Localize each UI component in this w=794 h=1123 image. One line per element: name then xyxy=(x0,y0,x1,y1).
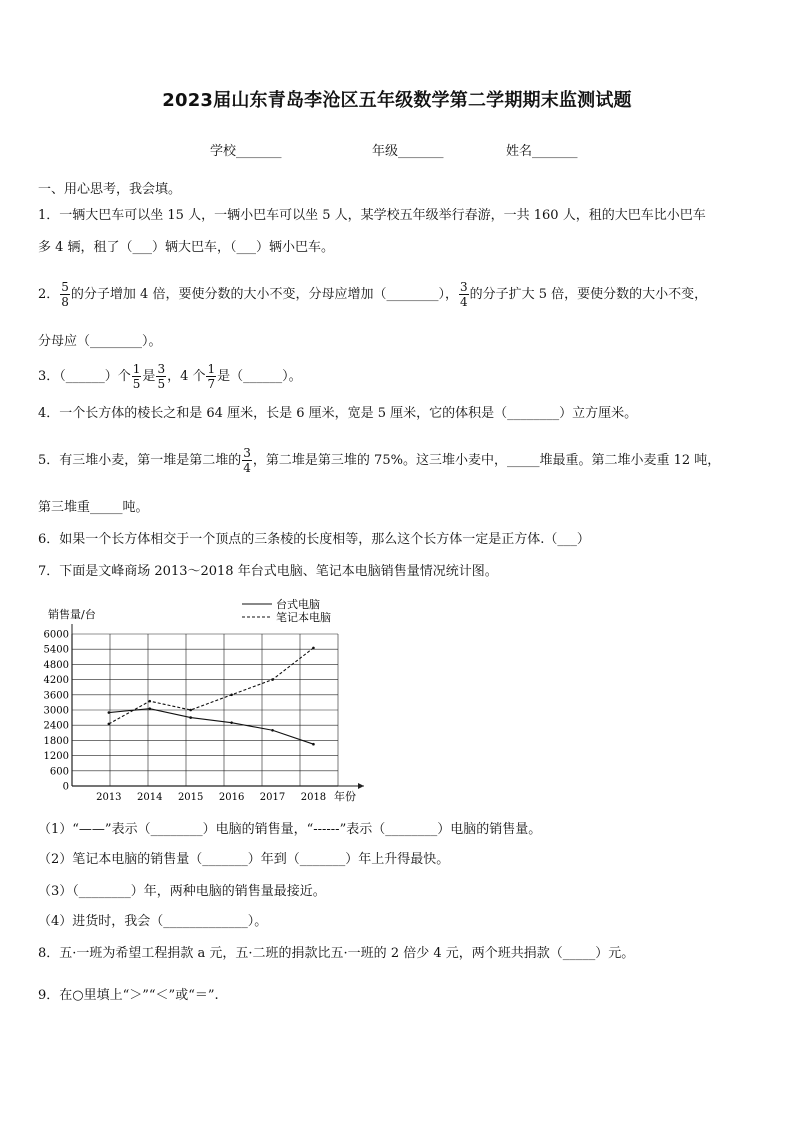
y-tick-label: 5400 xyxy=(43,644,69,656)
q3-fraction-3 xyxy=(206,362,216,391)
q2-fraction-1 xyxy=(60,280,70,309)
x-tick-label: 2013 xyxy=(96,792,122,803)
y-tick-label: 2400 xyxy=(43,720,69,732)
q3-fraction-2 xyxy=(156,362,166,391)
question-3 xyxy=(38,360,756,394)
school-field[interactable]: 学校_______ xyxy=(210,144,282,159)
q2-f2-numerator: 3 xyxy=(459,280,468,294)
question-6: 6．如果一个长方体相交于一个顶点的三条棱的长度相等，那么这个长方体一定是正方体.（___） xyxy=(38,532,590,547)
q3-f1-denominator: 5 xyxy=(132,377,141,391)
y-tick-label: 3600 xyxy=(43,690,69,702)
question-2-line-2: 分母应（________）。 xyxy=(38,334,162,349)
y-tick-label: 6000 xyxy=(43,629,69,641)
y-axis-label: 销售量/台 xyxy=(48,608,96,621)
page-title: 2023届山东青岛李沧区五年级数学第二学期期末监测试题 xyxy=(162,90,632,111)
question-7-sub-2: （2）笔记本电脑的销售量（_______）年到（_______）年上升得最快。 xyxy=(38,852,450,867)
student-info-fields xyxy=(0,140,794,160)
q3-f2-denominator: 5 xyxy=(157,377,166,391)
data-point xyxy=(230,721,233,724)
q3-prefix: 3．（______）个 xyxy=(38,369,131,384)
q2-fraction-2 xyxy=(459,280,469,309)
question-1-line-1: 1．一辆大巴车可以坐 15 人，一辆小巴车可以坐 5 人，某学校五年级举行春游，一共 160 人，租的大巴车比小巴车 xyxy=(38,208,706,223)
y-tick-label: 3000 xyxy=(43,705,69,717)
x-tick-label: 2018 xyxy=(300,792,327,803)
q3-fraction-1 xyxy=(132,362,142,391)
q3-f3-numerator: 1 xyxy=(207,362,216,376)
question-1-line-2: 多 4 辆，租了（___）辆大巴车，（___）辆小巴车。 xyxy=(38,240,335,255)
question-8: 8．五·一班为希望工程捐款 a 元，五·二班的捐款比五·一班的 2 倍少 4 元，两个班共捐款（_____）元。 xyxy=(38,946,635,961)
q3-f2-numerator: 3 xyxy=(157,362,166,376)
q3-f3-denominator: 7 xyxy=(207,377,216,391)
x-tick-labels xyxy=(96,792,326,803)
legend-label: 笔记本电脑 xyxy=(276,611,331,624)
data-point xyxy=(108,711,111,714)
data-point xyxy=(312,743,315,746)
data-point xyxy=(312,647,315,650)
q5-prefix: 5．有三堆小麦，第一堆是第二堆的 xyxy=(38,453,242,468)
y-tick-label: 600 xyxy=(49,766,69,778)
chart-grid xyxy=(72,624,364,789)
q5-end: ，第二堆是第三堆的 75%。这三堆小麦中，_____堆最重。第二堆小麦重 12 吨， xyxy=(252,453,721,468)
data-point xyxy=(148,700,151,703)
section-heading: 一、用心思考，我会填。 xyxy=(38,182,182,197)
q2-f2-denominator: 4 xyxy=(459,295,468,309)
chart-series xyxy=(108,647,315,746)
data-point xyxy=(148,707,151,710)
question-7-sub-4: （4）进货时，我会（_____________）。 xyxy=(38,914,268,929)
q2-f1-denominator: 8 xyxy=(61,295,69,309)
q3-f1-numerator: 1 xyxy=(132,362,141,376)
x-tick-label: 2017 xyxy=(259,792,286,803)
y-tick-label: 1200 xyxy=(43,751,69,763)
data-point xyxy=(189,709,192,712)
y-tick-label: 0 xyxy=(62,781,69,793)
q5-denominator: 4 xyxy=(243,461,251,475)
x-tick-label: 2015 xyxy=(177,792,204,803)
data-point xyxy=(230,694,233,697)
x-axis-arrow xyxy=(358,783,364,789)
y-tick-label: 1800 xyxy=(43,735,69,747)
question-9: 9．在○里填上“＞”“＜”或“＝”. xyxy=(38,988,219,1003)
q2-prefix: 2． xyxy=(38,287,60,302)
series-line-laptop xyxy=(109,648,314,724)
data-point xyxy=(271,678,274,681)
q5-fraction xyxy=(242,446,252,475)
question-7-sub-1: （1）“——”表示（________）电脑的销售量，“------”表示（________）电脑的销售量。 xyxy=(38,822,542,837)
y-tick-label: 4800 xyxy=(43,659,69,671)
y-tick-label: 4200 xyxy=(43,675,69,687)
grade-field[interactable]: 年级_______ xyxy=(372,144,444,159)
name-field[interactable]: 姓名_______ xyxy=(506,144,578,159)
data-point xyxy=(189,716,192,719)
data-point xyxy=(108,723,111,726)
question-7-sub-3: （3）（________）年，两种电脑的销售量最接近。 xyxy=(38,884,326,899)
legend-label: 台式电脑 xyxy=(276,598,320,611)
x-tick-label: 2014 xyxy=(137,792,163,803)
q2-f1-numerator: 5 xyxy=(61,280,69,294)
question-2-line-1 xyxy=(38,278,756,312)
q3-middle: ，4 个 xyxy=(167,369,206,384)
question-4: 4．一个长方体的棱长之和是 64 厘米，长是 6 厘米，宽是 5 厘米，它的体积是（________）立方厘米。 xyxy=(38,406,638,421)
q3-is: 是 xyxy=(142,369,156,384)
sales-line-chart xyxy=(36,596,376,806)
question-7-stem: 7．下面是文峰商场 2013～2018 年台式电脑、笔记本电脑销售量情况统计图。 xyxy=(38,564,498,579)
y-tick-labels xyxy=(44,630,69,793)
q3-end: 是（______）。 xyxy=(217,369,302,384)
question-5-line-2: 第三堆重_____吨。 xyxy=(38,500,149,515)
x-axis-label: 年份 xyxy=(334,790,356,803)
data-point xyxy=(271,729,274,732)
q2-end: 的分子扩大 5 倍，要使分数的大小不变， xyxy=(469,287,708,302)
chart-legend xyxy=(242,597,331,624)
series-line-desktop xyxy=(109,709,314,744)
q2-middle: 的分子增加 4 倍，要使分数的大小不变，分母应增加（________）， xyxy=(70,287,458,302)
question-5-line-1 xyxy=(38,444,756,478)
x-tick-label: 2016 xyxy=(218,792,245,803)
q5-numerator: 3 xyxy=(243,446,251,460)
